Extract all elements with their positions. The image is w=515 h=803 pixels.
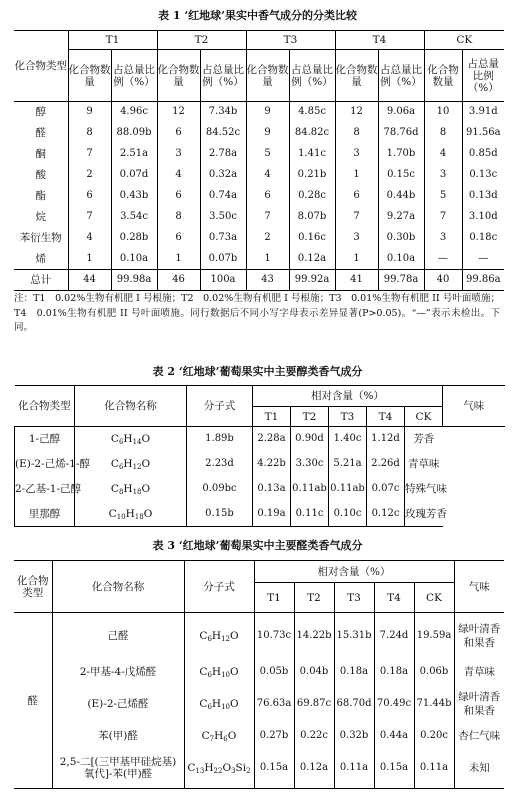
table1-cell: 0.30b [378,228,424,249]
table1-cell: 6 [246,186,289,207]
formula-part: O [227,729,237,742]
content-cell: 0.15a [254,749,294,789]
table2-name-header: 化合物名称 [75,386,187,427]
compound-name: 2-甲基-4-戊烯醛 [52,659,184,685]
formula-part: O [230,665,239,678]
table1-note: 注：T1 0.02%生物有机肥 I 号根施；T2 0.02%生物有机肥 I 号根施；T3 0.01%生物有机肥 II 号叶面喷施；T4 0.01%生物有机肥 II 号叶面喷施。同行数据后不同小写字母表示差异显著(P>0.05)。“—”表示未检出。下同。 [14,293,500,333]
table1-cell: 0.15c [378,165,424,186]
table3-col-treatment: T1 [254,583,294,613]
table1-cell: 0.10a [378,249,424,270]
odor: 玫瑰芳香 [405,502,443,527]
table1-cell: 7.34b [200,102,246,123]
table-row [14,270,504,291]
formula-part: 10 [221,702,230,711]
table1-cell: 2 [246,228,289,249]
content-cell: 1.12d [367,427,405,452]
table1-cell: 0.13c [462,165,504,186]
table1-cell: 9 [246,123,289,144]
content-cell: 4.22b [253,452,291,477]
table1-row-type: 醇 [35,106,46,119]
table-row [14,249,504,270]
formula-part: H [123,483,133,495]
formula-part: C [110,483,119,495]
formula-part: O [143,507,153,520]
table1-cell: 1.70b [378,144,424,165]
content-cell: 0.11a [334,749,374,789]
table1-cell: 99.78a [378,270,424,291]
formula-part: 22 [213,767,223,776]
table1-cell: 7 [246,207,289,228]
formula-part: 6 [118,438,124,447]
table1-cell: 0.44b [378,186,424,207]
table1-cell: — [462,249,504,270]
formula-part: H [211,665,222,678]
formula-part: 7 [209,734,215,743]
table-row [15,427,505,452]
table1-cell: 5 [246,144,289,165]
table3-content-header: 相对含量（%） [254,561,454,583]
table1-sub-ratio: 占总量比例（%） [289,50,335,102]
compound-name: 里那醇 [15,502,75,527]
table1-cell: 0.73a [200,228,246,249]
content-cell: 0.07c [367,477,405,502]
table2-caption: 表 2 ‘红地球’葡萄果实中主要醇类香气成分 [152,365,363,378]
formula-part: 6 [207,670,212,679]
content-cell: 3.30c [291,452,329,477]
odor: 青草味 [405,452,443,477]
table1-cell: 0.10a [111,249,157,270]
table1-cell: 0.85d [462,144,504,165]
content-cell: 0.15b [187,502,253,527]
formula-part: C [199,665,208,678]
compound-name: 苯(甲)醛 [52,723,184,749]
table1-cell: 4.96c [111,102,157,123]
content-cell: 0.12a [294,749,334,789]
table1-type-header: 化合物类型 [14,31,68,102]
table1-col-t4: T4 [335,31,424,50]
table1-cell: 0.12a [289,249,335,270]
content-cell: 2.23d [187,452,253,477]
molecular-formula [75,477,187,502]
table-row [14,749,504,789]
molecular-formula [75,427,187,452]
compound-name: 2-乙基-1-己醇 [15,477,75,502]
table1-cell: 8 [157,207,200,228]
content-cell: 2.28a [253,427,291,452]
table1-row-type: 烷 [35,211,46,223]
table1-row-type: 酯 [35,190,46,202]
table1-cell: 1 [335,165,378,186]
table1-cell: 0.28b [111,228,157,249]
formula-part: 12 [221,634,230,643]
table1-cell: 1 [157,249,200,270]
table1-cell: 12 [157,102,200,123]
table1-cell: 88.09b [111,123,157,144]
formula-part: 8 [118,488,124,496]
content-cell: 2.26d [367,452,405,477]
table1-sub-count: 化合物数量 [246,50,289,102]
content-cell: 0.06b [414,659,454,685]
molecular-formula [184,685,254,723]
table-row [14,685,504,723]
odor: 特殊气味 [405,477,443,502]
compound-name: (E)-2-己烯-1-醇 [15,452,75,477]
table1-cell: 6 [157,228,200,249]
content-cell: 0.22c [294,723,334,749]
content-cell: 0.11ab [291,477,329,502]
formula-part: 3 [231,767,236,776]
table1 [14,30,504,291]
table2-content-header: 相对含量（%） [253,386,443,407]
content-cell: 0.18a [374,659,414,685]
table1-cell: 6 [68,186,111,207]
table3-col-treatment: T3 [334,583,374,613]
table2-col-treatment: CK [405,407,443,427]
table1-cell: 1.41c [289,144,335,165]
content-cell: 0.90d [291,427,329,452]
content-cell: 15.31b [334,613,374,659]
table1-cell: 3 [424,228,462,249]
table1-sub-ratio: 占总量比例（%） [378,50,424,102]
table1-cell: 3 [335,228,378,249]
content-cell: 10.73c [254,613,294,659]
table1-cell: 0.32a [200,165,246,186]
content-cell: 0.12c [367,502,405,527]
content-cell: 0.10c [329,502,367,527]
table-row [14,228,504,249]
table1-cell: 84.52c [200,123,246,144]
content-cell: 0.11a [414,749,454,789]
table1-cell: 7 [68,207,111,228]
formula-part: 13 [195,767,205,776]
table1-cell: 7 [335,207,378,228]
content-cell: 0.15a [374,749,414,789]
table1-cell: 3 [335,144,378,165]
content-cell: 0.11ab [329,477,367,502]
table2-col-treatment: T1 [253,407,291,427]
table1-cell: 0.13d [462,186,504,207]
content-cell: 70.49c [374,685,414,723]
table1-cell: 0.74a [200,186,246,207]
odor: 青草味 [454,659,504,685]
table1-row-type: 醛 [35,127,46,139]
table1-cell: 4 [157,165,200,186]
table1-sub-count: 化合物数量 [157,50,200,102]
odor: 绿叶清香和果香 [454,685,504,723]
table3-odor-header: 气味 [454,561,504,613]
table1-cell: 3.91d [462,102,504,123]
table2-col-treatment: T4 [367,407,405,427]
content-cell: 76.63a [254,685,294,723]
formula-part: C [199,697,208,710]
table1-cell: 6 [335,186,378,207]
table1-cell: 8 [335,123,378,144]
table1-cell: 0.16c [289,228,335,249]
table1-row-type: 总计 [14,270,68,291]
table1-cell: 0.07d [111,165,157,186]
table1-cell: 1 [335,249,378,270]
table1-cell: 12 [335,102,378,123]
table1-cell: 4 [68,228,111,249]
table1-cell: 3 [424,165,462,186]
table3 [14,560,504,789]
table1-sub-count: 化合物数量 [335,50,378,102]
content-cell: 0.11c [291,502,329,527]
table2-type-header: 化合物类型 [15,386,75,427]
formula-part: O [230,629,239,642]
table1-row-type: 酮 [35,148,46,160]
formula-part: 6 [118,463,124,471]
formula-part: 14 [132,438,142,447]
formula-part: 12 [132,463,142,471]
formula-part: H [214,729,224,742]
content-cell: 0.19a [253,502,291,527]
table-row [14,186,504,207]
table1-cell: 46 [157,270,200,291]
table1-cell: 6 [157,123,200,144]
table1-cell: 84.82c [289,123,335,144]
table1-cell: 99.86a [462,270,504,291]
formula-part: C [187,762,196,775]
formula-part: H [123,458,133,470]
molecular-formula [75,502,187,527]
formula-part: H [211,697,222,710]
table1-cell: 9.06a [378,102,424,123]
table1-cell: 44 [68,270,111,291]
table1-cell: 2 [68,165,111,186]
odor: 未知 [454,749,504,789]
table3-type-header: 化合物类型 [14,561,52,613]
table3-name-header: 化合物名称 [52,561,184,613]
formula-part: 18 [132,488,142,496]
table1-cell: 9.27a [378,207,424,228]
formula-part: 10 [221,670,230,679]
compound-name: 1-己醇 [15,427,75,452]
table1-cell: 0.28c [289,186,335,207]
table1-cell: 9 [246,102,289,123]
content-cell: 0.04b [294,659,334,685]
table-row [14,123,504,144]
table1-cell: 91.56a [462,123,504,144]
table1-col-t2: T2 [157,31,246,50]
molecular-formula [184,613,254,659]
formula-part: 18 [134,512,144,521]
table2 [14,385,505,527]
table1-cell: 5 [424,186,462,207]
formula-part: H [125,507,135,520]
table-row [14,659,504,685]
content-cell: 69.87c [294,685,334,723]
table1-cell: 100a [200,270,246,291]
formula-part: H [211,629,222,642]
table-row [14,165,504,186]
formula-part: Si [235,762,247,775]
content-cell: 0.09bc [187,477,253,502]
table1-cell: 99.98a [111,270,157,291]
content-cell: 19.59a [414,613,454,659]
table1-sub-count: 化合物数量 [68,50,111,102]
table1-cell: 0.18c [462,228,504,249]
molecular-formula [75,452,187,477]
table3-col-treatment: CK [414,583,454,613]
content-cell: 71.44b [414,685,454,723]
content-cell: 1.89b [187,427,253,452]
odor: 芳香 [405,427,443,452]
table1-sub-ratio: 占总量比例（%） [111,50,157,102]
table1-cell: 3.50c [200,207,246,228]
table1-cell: 10 [424,102,462,123]
molecular-formula [184,659,254,685]
table-row [14,613,504,659]
content-cell: 0.05b [254,659,294,685]
table1-cell: 43 [246,270,289,291]
table1-col-t3: T3 [246,31,335,50]
content-cell: 0.44a [374,723,414,749]
content-cell: 1.40c [329,427,367,452]
formula-part: C [108,507,117,520]
table1-row-type: 烯 [14,249,68,270]
table1-cell: 9 [68,102,111,123]
table-row [15,452,505,477]
content-cell: 14.22b [294,613,334,659]
content-cell: 0.20c [414,723,454,749]
table1-cell: 40 [424,270,462,291]
table1-sub-ratio: 占总量比例（%） [462,50,504,102]
table1-col-ck: CK [424,31,504,50]
table3-col-treatment: T4 [374,583,414,613]
table1-cell: 3.54c [111,207,157,228]
formula-part: C [110,433,119,446]
table1-row-type: 酸 [35,169,46,181]
formula-part: C [199,629,208,642]
table1-col-t1: T1 [68,31,157,50]
table-row [14,723,504,749]
table2-formula-header: 分子式 [187,386,253,427]
table-row [14,144,504,165]
formula-part: 10 [116,512,126,521]
formula-part: O [141,483,151,495]
formula-part: 6 [207,634,212,643]
molecular-formula [184,723,254,749]
content-cell: 7.24d [374,613,414,659]
table1-sub-ratio: 占总量比例（%） [200,50,246,102]
odor: 绿叶清香和果香 [454,613,504,659]
table2-odor-header: 气味 [443,386,505,427]
compound-name: 2,5-二[(三甲基甲硅烷基)氧代]-苯(甲)醛 [52,749,184,789]
table1-cell: 2.78a [200,144,246,165]
table1-cell: 2.51a [111,144,157,165]
table1-cell: 1 [68,249,111,270]
content-cell: 0.27b [254,723,294,749]
formula-part: O [222,762,232,775]
formula-part: 6 [223,734,228,743]
table1-cell: 8.07b [289,207,335,228]
formula-part: H [204,762,214,775]
table1-cell: — [424,249,462,270]
table1-cell: 0.21b [289,165,335,186]
odor: 杏仁气味 [454,723,504,749]
compound-name: (E)-2-己烯醛 [52,685,184,723]
formula-part: O [141,458,151,470]
table2-col-treatment: T2 [291,407,329,427]
table-row [15,502,505,527]
table-row [14,102,504,123]
content-cell: 0.32b [334,723,374,749]
formula-part: 2 [246,767,251,776]
table1-cell: 7 [68,144,111,165]
table3-group: 醛 [14,613,52,789]
table1-cell: 1 [246,249,289,270]
table1-cell: 8 [424,123,462,144]
table1-cell: 41 [335,270,378,291]
table1-cell: 4.85c [289,102,335,123]
table3-caption: 表 3 ‘红地球’葡萄果实中主要醛类香气成分 [152,539,363,552]
table3-col-treatment: T2 [294,583,334,613]
formula-part: C [201,729,210,742]
table-row [14,207,504,228]
table1-cell: 0.07b [200,249,246,270]
table1-cell: 3 [157,144,200,165]
formula-part: 6 [207,702,212,711]
table1-cell: 6 [157,186,200,207]
table1-cell: 99.92a [289,270,335,291]
formula-part: H [123,433,133,446]
table1-cell: 0.43b [111,186,157,207]
content-cell: 5.21a [329,452,367,477]
formula-part: C [110,458,119,470]
table1-cell: 4 [246,165,289,186]
formula-part: O [230,697,239,710]
table1-caption: 表 1 ‘红地球’果实中香气成分的分类比较 [158,9,357,22]
table1-cell: 78.76d [378,123,424,144]
table1-cell: 3.10d [462,207,504,228]
table2-col-treatment: T3 [329,407,367,427]
table3-formula-header: 分子式 [184,561,254,613]
content-cell: 68.70d [334,685,374,723]
table1-sub-count: 化合物数量 [424,50,462,102]
table1-cell: 4 [424,144,462,165]
table1-cell: 8 [68,123,111,144]
formula-part: O [141,433,151,446]
table1-row-type: 苯衍生物 [19,232,62,244]
molecular-formula [184,749,254,789]
content-cell: 0.13a [253,477,291,502]
content-cell: 0.18a [334,659,374,685]
table-row [15,477,505,502]
compound-name: 己醛 [52,613,184,659]
table1-cell: 7 [424,207,462,228]
